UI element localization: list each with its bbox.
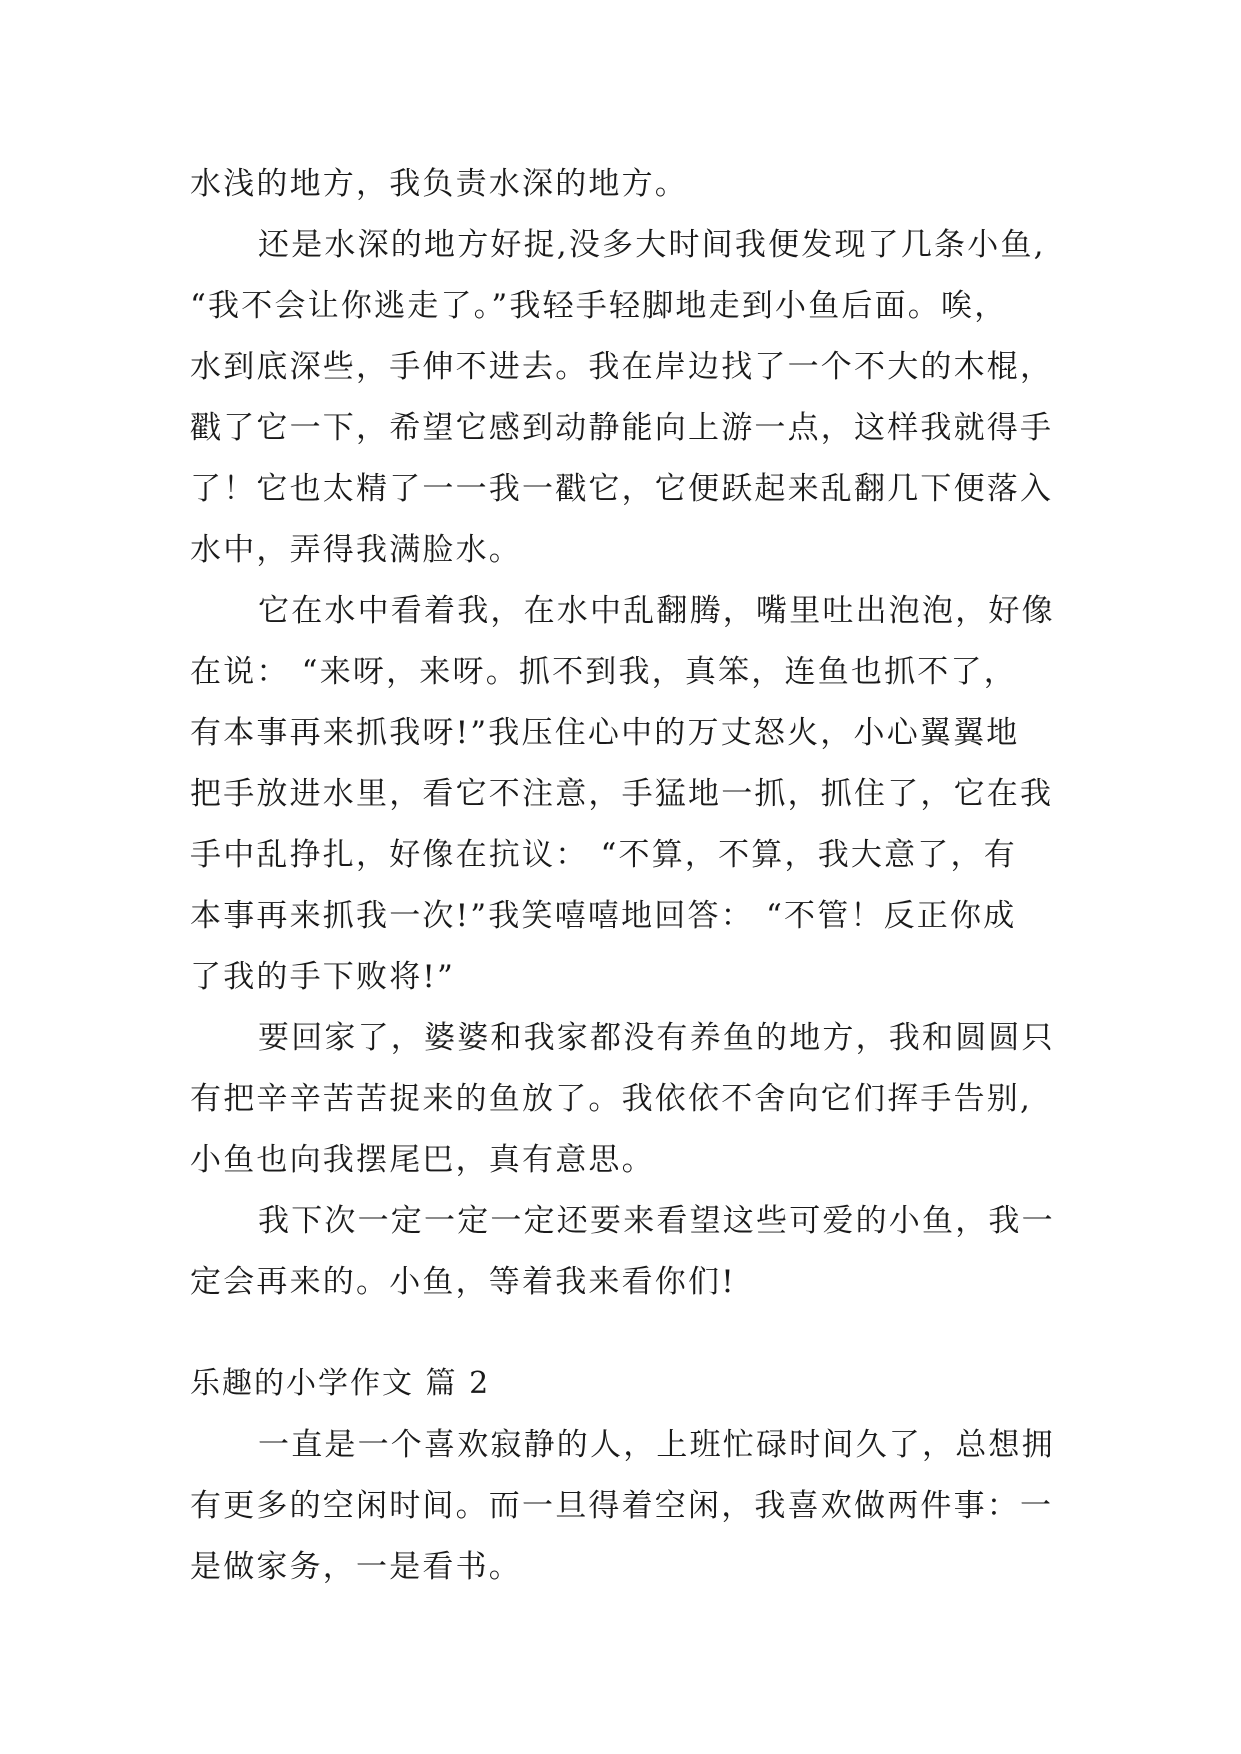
text-line: 在说： “来呀，来呀。抓不到我，真笨，连鱼也抓不了， <box>190 654 1017 690</box>
text-line: 本事再来抓我一次!”我笑嘻嘻地回答： “不管！反正你成 <box>190 898 1017 934</box>
paragraph-start-line: 还是水深的地方好捉,没多大时间我便发现了几条小鱼, <box>258 227 1046 263</box>
text-line: 水浅的地方，我负责水深的地方。 <box>190 166 688 202</box>
paragraph-start-line: 我下次一定一定一定还要来看望这些可爱的小鱼，我一 <box>258 1203 1055 1239</box>
paragraph-start-line: 一直是一个喜欢寂静的人，上班忙碌时间久了，总想拥 <box>258 1427 1055 1463</box>
paragraph-start-line: 它在水中看着我，在水中乱翻腾，嘴里吐出泡泡，好像 <box>258 593 1055 629</box>
text-line: 小鱼也向我摆尾巴，真有意思。 <box>190 1142 655 1178</box>
text-line: 了！它也太精了一一我一戳它，它便跃起来乱翻几下便落入 <box>190 471 1054 507</box>
text-line: 有把辛辛苦苦捉来的鱼放了。我依依不舍向它们挥手告别, <box>190 1081 1033 1117</box>
text-line: 水中，弄得我满脸水。 <box>190 532 522 568</box>
text-line: 定会再来的。小鱼，等着我来看你们! <box>190 1264 736 1300</box>
text-line: 有本事再来抓我呀!”我压住心中的万丈怒火，小心翼翼地 <box>190 715 1020 751</box>
text-line: 水到底深些，手伸不进去。我在岸边找了一个不大的木棍， <box>190 349 1054 385</box>
text-line: 把手放进水里，看它不注意，手猛地一抓，抓住了，它在我 <box>190 776 1054 812</box>
section-heading: 乐趣的小学作文 篇 2 <box>190 1366 491 1401</box>
text-line: 了我的手下败将!” <box>190 959 456 995</box>
text-line: 有更多的空闲时间。而一旦得着空闲，我喜欢做两件事：一 <box>190 1488 1054 1524</box>
text-line: “我不会让你逃走了。”我轻手轻脚地走到小鱼后面。唉， <box>190 288 1008 324</box>
paragraph-start-line: 要回家了，婆婆和我家都没有养鱼的地方，我和圆圆只 <box>258 1020 1055 1056</box>
text-line: 戳了它一下，希望它感到动静能向上游一点，这样我就得手 <box>190 410 1054 446</box>
text-line: 是做家务，一是看书。 <box>190 1549 522 1585</box>
text-line: 手中乱挣扎，好像在抗议： “不算，不算，我大意了，有 <box>190 837 1017 873</box>
